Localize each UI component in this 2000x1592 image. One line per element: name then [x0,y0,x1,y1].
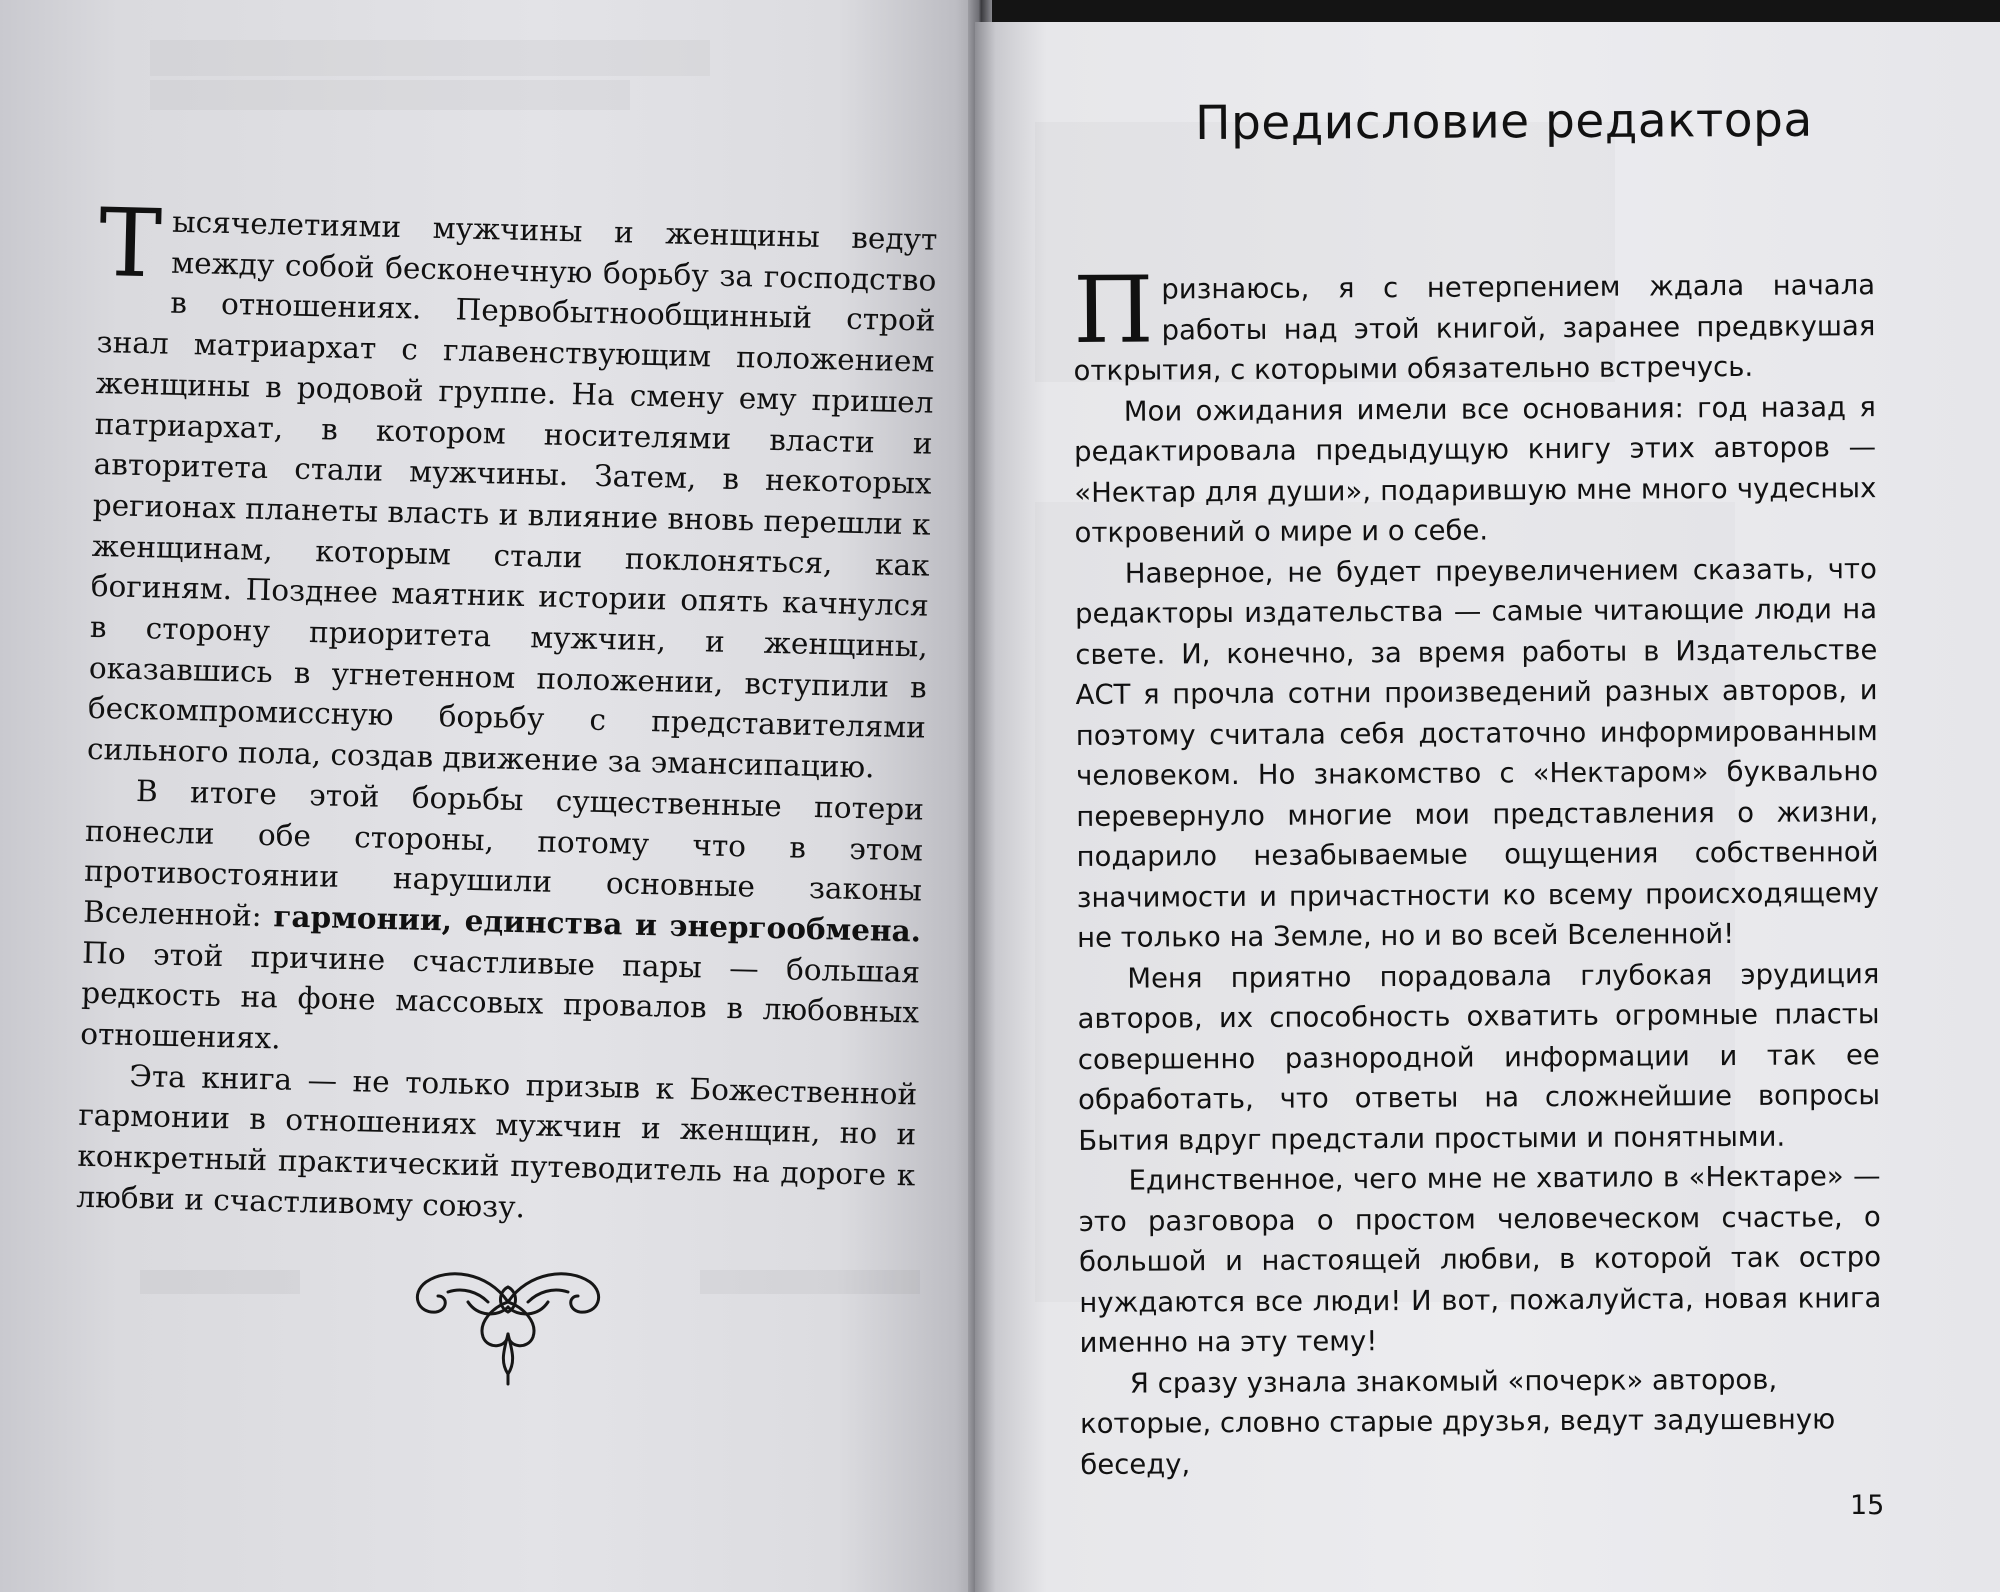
drop-cap: Т [97,189,163,300]
right-page-body [1072,256,1882,1485]
ornament-flourish-icon [408,1262,608,1387]
drop-cap: П [1072,256,1154,364]
show-through-decoration [700,1270,920,1294]
paragraph: Эта книга — не только призыв к Божественной гармонии в отношениях мужчин и женщин, но и конкретный практический путеводитель на дороге к любви и счастливому союзу. [76,1058,918,1225]
show-through-decoration [150,80,630,110]
paragraph: Меня приятно порадовала глубокая эрудиция авторов, их способность охватить огромные пласты совершенно разнородной информации и так ее обработать, что ответы на сложнейшие вопросы Бытия вдруг предстали простыми и понятными. [1077,957,1881,1157]
bold-phrase: гармонии, единства и энергообмена. [273,898,922,949]
paragraph-text: В итоге этой борьбы существенные потери понесли обе стороны, потому что в этом противостоянии нарушили основные законы Вселенной: [82,773,925,934]
paragraph [1072,256,1876,391]
paragraph-text: ризнаюсь, я с нетерпением ждала начала работы над этой книгой, заранее предвкушая открытия, с которыми обязательно встречусь. [1073,269,1876,387]
left-page-body [76,189,938,1237]
paragraph: Я сразу узнала знакомый «почерк» авторов, которые, словно старые друзья, ведут задушевную беседу, [1079,1363,1836,1481]
paragraph: Единственное, чего мне не хватило в «Нектаре» — это разговора о простом человеческом счастье, о большой и настоящей любви, в которой так остро нуждаются все люди! И вот, пожалуйста, новая книга именно на эту тему! [1078,1160,1882,1359]
show-through-decoration [150,40,710,76]
paragraph [80,770,924,1075]
page-number: 15 [1850,1490,1885,1521]
paragraph: Мои ожидания имели все основания: год назад я редактировала предыдущую книгу этих авторов — «Нектар для души», подарившую мне много чудесных откровений о мире и о себе. [1074,390,1877,549]
paragraph [86,189,938,789]
paragraph: Наверное, не будет преувеличением сказать, что редакторы издательства — самые читающие люди на свете. И, конечно, за время работы в Издательстве АСТ я прочла сотни произведений разных авторов, и поэтому считала себя достаточно информированным человеком. Но знакомство с «Нектаром» буквально перевернуло многие мои представления о жизни, подарило незабываемые ощущения собственной значимости и причастности ко всему происходящему не только на Земле, но и во всей Вселенной! [1075,552,1879,954]
left-page [0,0,985,1592]
paragraph-text: ысячелетиями мужчины и женщины ведут между собой бесконечную борьбу за господство в отношениях. Первобытнообщинный строй знал матриархат с главенствующим положением женщины в родовой группе. На смену ему пришел патриархат, в котором носителями власти и авторитета стали мужчины. Затем, в некоторых регионах планеты власть и влияние вновь перешли к женщинам, которым стали поклоняться, как богиням. Позднее маятник истории опять качнулся в сторону приоритета мужчин, и женщины, оказавшись в угнетенном положении, вступили в бескомпромиссную борьбу с представителями сильного пола, создав движение за эмансипацию. [86,204,938,785]
page-title: Предисловие редактора [1195,92,1813,151]
show-through-decoration [140,1270,300,1294]
paragraph-text: По этой причине счастливые пары — большая редкость на фоне массовых провалов в любовных отношениях. [79,935,921,1056]
